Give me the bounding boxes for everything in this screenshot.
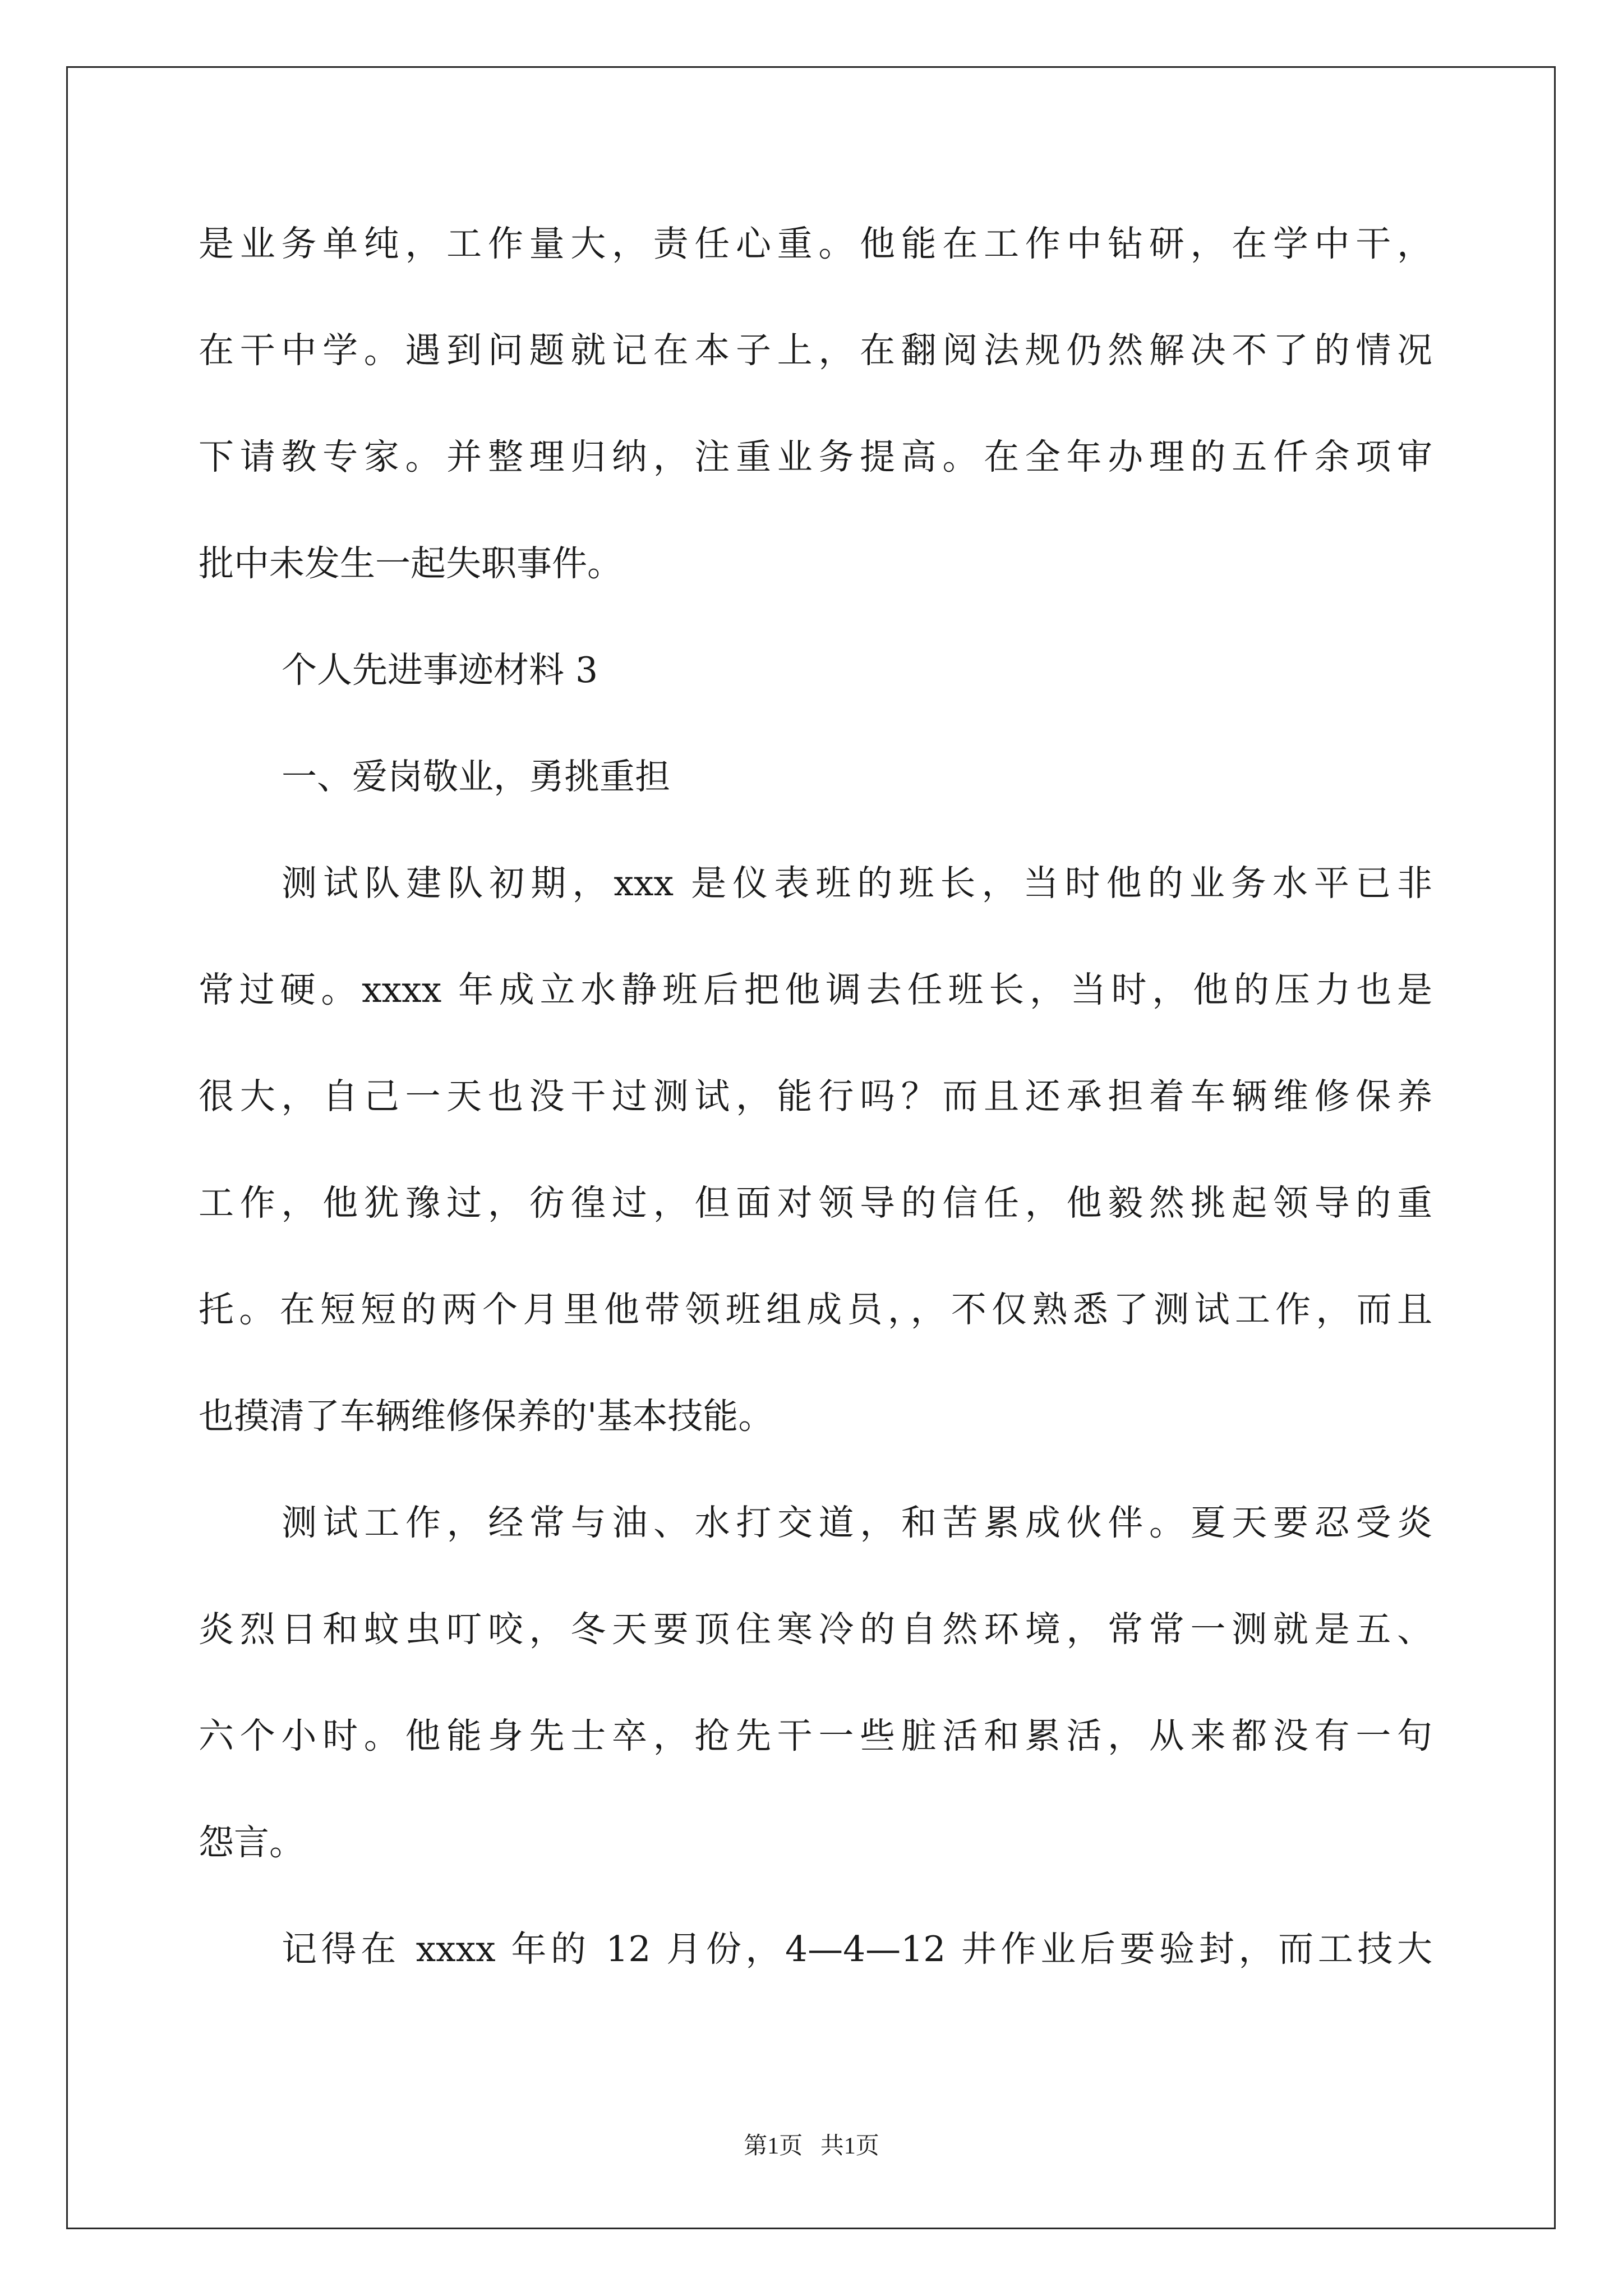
body-line: 很大，自己一天也没干过测试，能行吗？而且还承担着车辆维修保养: [199, 1076, 1432, 1117]
body-line: 炎烈日和蚊虫叮咬，冬天要顶住寒冷的自然环境，常常一测就是五、: [199, 1609, 1432, 1650]
body-line: 批中未发生一起失职事件。: [199, 543, 623, 584]
body-line: 测试工作，经常与油、水打交道，和苦累成伙伴。夏天要忍受炎: [282, 1502, 1432, 1543]
body-line: 记得在 xxxx 年的 12 月份，4—4—12 井作业后要验封，而工技大: [282, 1929, 1432, 1970]
page-footer: 第1页 共1页: [744, 2133, 879, 2159]
body-line: 测试队建队初期，xxx 是仪表班的班长，当时他的业务水平已非: [282, 863, 1432, 904]
body-line: 下请教专家。并整理归纳，注重业务提高。在全年办理的五仟余项审: [199, 436, 1432, 477]
body-line: 是业务单纯，工作量大，责任心重。他能在工作中钻研，在学中干，: [199, 223, 1432, 264]
body-line: 也摸清了车辆维修保养的'基本技能。: [199, 1396, 774, 1437]
body-line: 托。在短短的两个月里他带领班组成员，，不仅熟悉了测试工作，而且: [199, 1289, 1432, 1330]
body-line: 六个小时。他能身先士卒，抢先干一些脏活和累活，从来都没有一句: [199, 1715, 1432, 1756]
section-title: 个人先进事迹材料 3: [282, 650, 598, 691]
section-heading: 一、爱岗敬业，勇挑重担: [282, 756, 670, 797]
body-line: 工作，他犹豫过，彷徨过，但面对领导的信任，他毅然挑起领导的重: [199, 1182, 1432, 1223]
body-line: 常过硬。xxxx 年成立水静班后把他调去任班长，当时，他的压力也是: [199, 969, 1432, 1010]
page-border: [66, 66, 1556, 2229]
body-line: 在干中学。遇到问题就记在本子上，在翻阅法规仍然解决不了的情况: [199, 330, 1432, 371]
body-line: 怨言。: [199, 1822, 305, 1863]
